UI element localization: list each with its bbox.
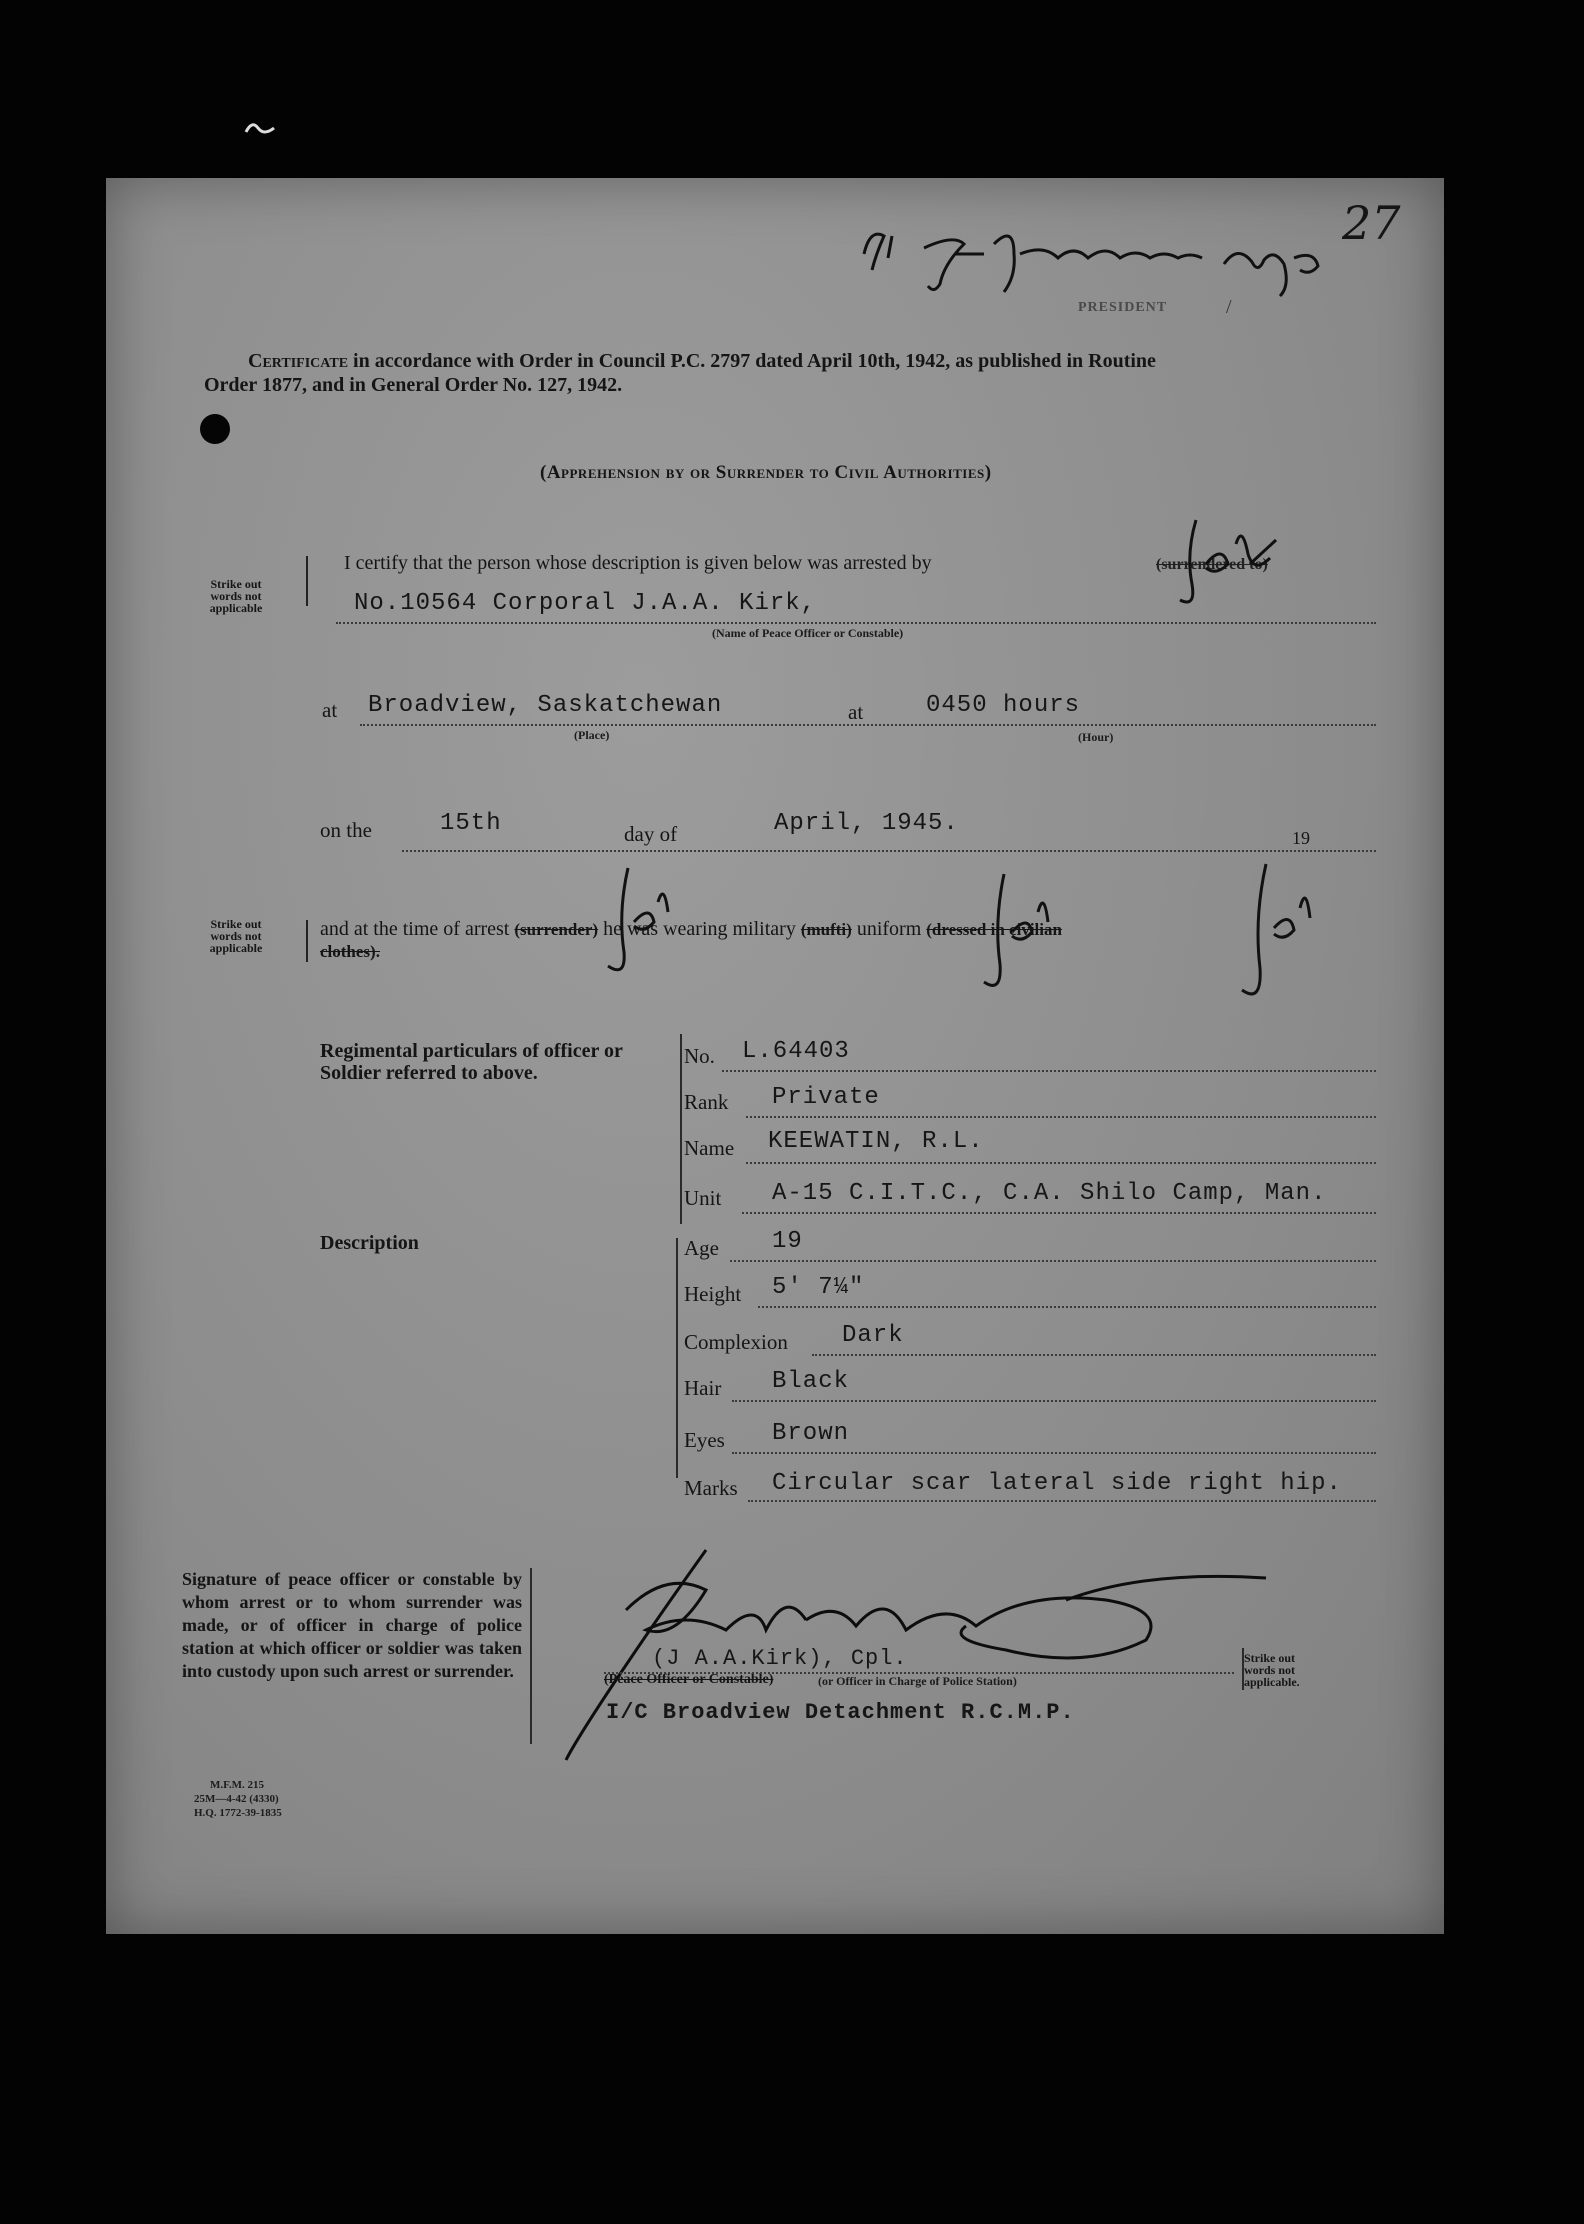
unit-value: A-15 C.I.T.C., C.A. Shilo Camp, Man. <box>772 1180 1327 1207</box>
initials-jak-2 <box>594 862 684 982</box>
age-value: 19 <box>772 1228 803 1255</box>
place-value: Broadview, Saskatchewan <box>368 692 723 719</box>
strike-bracket-2 <box>306 920 308 962</box>
certificate-heading-rest: in accordance with Order in Council P.C. 2797 dated April 10th, 1942, as published in Routine <box>353 350 1156 372</box>
place-caption: (Place) <box>574 728 610 742</box>
description-bracket <box>676 1238 678 1478</box>
initials-jak-3 <box>968 868 1068 998</box>
president-signature <box>844 214 1404 298</box>
complexion-value: Dark <box>842 1322 904 1349</box>
scan-mark <box>244 118 278 140</box>
hour-value: 0450 hours <box>926 692 1081 719</box>
hair-label: Hair <box>684 1376 722 1400</box>
date-dotline <box>402 850 1376 852</box>
description-label: Description <box>320 1232 419 1254</box>
strike-note-line: applicable <box>209 941 263 955</box>
form-codes <box>194 1778 282 1820</box>
name-value: KEEWATIN, R.L. <box>768 1128 984 1155</box>
height-dotline <box>758 1306 1376 1308</box>
signature-strike-note <box>1244 1652 1334 1688</box>
form-code-2: 25M—4-42 (4330) <box>194 1793 279 1805</box>
kirk-signature <box>506 1530 1326 1770</box>
year-prefix: 19 <box>1292 828 1310 848</box>
eyes-label: Eyes <box>684 1428 725 1452</box>
hair-dotline <box>732 1400 1376 1402</box>
initials-jak-4 <box>1226 858 1326 1008</box>
height-value: 5' 7¼" <box>772 1274 865 1301</box>
unit-dotline <box>742 1212 1376 1214</box>
no-value: L.64403 <box>742 1038 850 1065</box>
at2-label: at <box>848 700 864 724</box>
struck-surrendered: (surrendered to) <box>1156 556 1268 573</box>
month-year-value: April, 1945. <box>774 810 959 837</box>
on-the-label: on the <box>320 818 372 842</box>
strike-note-line: Strike out <box>1244 1651 1295 1665</box>
president-initial: / <box>1226 296 1232 318</box>
wearing-mid: he was wearing military <box>603 918 796 940</box>
place-dotline <box>360 724 1376 726</box>
officer-caption: (Name of Peace Officer or Constable) <box>712 626 904 640</box>
page-number: 27 <box>1342 196 1401 250</box>
form-code-1: M.F.M. 215 <box>210 1779 264 1791</box>
eyes-dotline <box>732 1452 1376 1454</box>
strike-note-line: words not <box>210 929 262 943</box>
day-of-label: day of <box>624 822 678 846</box>
day-value: 15th <box>440 810 502 837</box>
punch-hole <box>200 414 230 444</box>
strike-note-line: words not <box>1244 1663 1296 1677</box>
initials-jak-1 <box>1166 514 1296 614</box>
detachment: I/C Broadview Detachment R.C.M.P. <box>606 1700 1075 1725</box>
wearing-struck-3: (dressed in civilian <box>926 920 1062 939</box>
unit-label: Unit <box>684 1186 722 1210</box>
signed-name: (J A.A.Kirk), Cpl. <box>652 1646 908 1671</box>
certify-text: I certify that the person whose description is given below was arrested by <box>344 552 932 574</box>
marks-label: Marks <box>684 1476 738 1500</box>
wearing-struck-2: (mufti) <box>800 920 852 939</box>
subtitle: (Apprehension by or Surrender to Civil Authorities) <box>540 462 992 483</box>
at-label: at <box>322 698 338 722</box>
signature-label: Signature of peace officer or constable by whom arrest or to whom surrender was made, or of officer in charge of police station at which officer or soldier was taken into custody upon such arrest or surrender. <box>182 1569 522 1681</box>
wearing-struck-4: clothes). <box>320 942 380 961</box>
wearing-line <box>320 918 1062 941</box>
strike-note-1 <box>196 578 276 614</box>
wearing-mid2: uniform <box>856 918 922 940</box>
marks-value: Circular scar lateral side right hip. <box>772 1470 1342 1497</box>
strike-note-line: applicable. <box>1244 1675 1300 1689</box>
eyes-value: Brown <box>772 1420 850 1447</box>
hour-caption: (Hour) <box>1078 730 1114 744</box>
complexion-dotline <box>812 1354 1376 1356</box>
age-dotline <box>730 1260 1376 1262</box>
signature-caption: (or Officer in Charge of Police Station) <box>818 1674 1017 1688</box>
strike-note-line: words not <box>210 589 262 603</box>
certificate-heading-line2: Order 1877, and in General Order No. 127, 1942. <box>204 374 623 396</box>
name-dotline <box>746 1162 1376 1164</box>
certificate-heading <box>174 350 1414 373</box>
wearing-struck-1: (surrender) <box>514 920 599 939</box>
regimental-bracket <box>680 1034 682 1224</box>
president-label: PRESIDENT <box>1078 300 1168 315</box>
form-code-3: H.Q. 1772-39-1835 <box>194 1807 282 1819</box>
name-label: Name <box>684 1136 735 1160</box>
no-dotline <box>722 1070 1376 1072</box>
certificate-heading-lead: Certificate <box>248 350 349 372</box>
hair-value: Black <box>772 1368 850 1395</box>
strike-note-2 <box>196 918 276 954</box>
officer-dotline <box>336 622 1376 624</box>
strike-note-line: applicable <box>209 601 263 615</box>
strike-note-line: Strike out <box>210 577 262 591</box>
wearing-lead: and at the time of arrest <box>320 918 510 940</box>
strike-bracket-1 <box>306 556 308 606</box>
complexion-label: Complexion <box>684 1330 788 1354</box>
rank-label: Rank <box>684 1090 729 1114</box>
rank-dotline <box>746 1116 1376 1118</box>
signature-struck-label: (Peace Officer or Constable) <box>604 1672 774 1687</box>
certificate-page <box>106 178 1444 1934</box>
strike-note-line: Strike out <box>210 917 262 931</box>
no-label: No. <box>684 1044 715 1068</box>
regimental-label: Regimental particulars of officer or Soldier referred to above. <box>320 1040 623 1084</box>
officer-name: No.10564 Corporal J.A.A. Kirk, <box>354 590 817 617</box>
age-label: Age <box>684 1236 719 1260</box>
signature-dotline <box>604 1672 1234 1674</box>
rank-value: Private <box>772 1084 880 1111</box>
marks-dotline <box>748 1500 1376 1502</box>
height-label: Height <box>684 1282 742 1306</box>
